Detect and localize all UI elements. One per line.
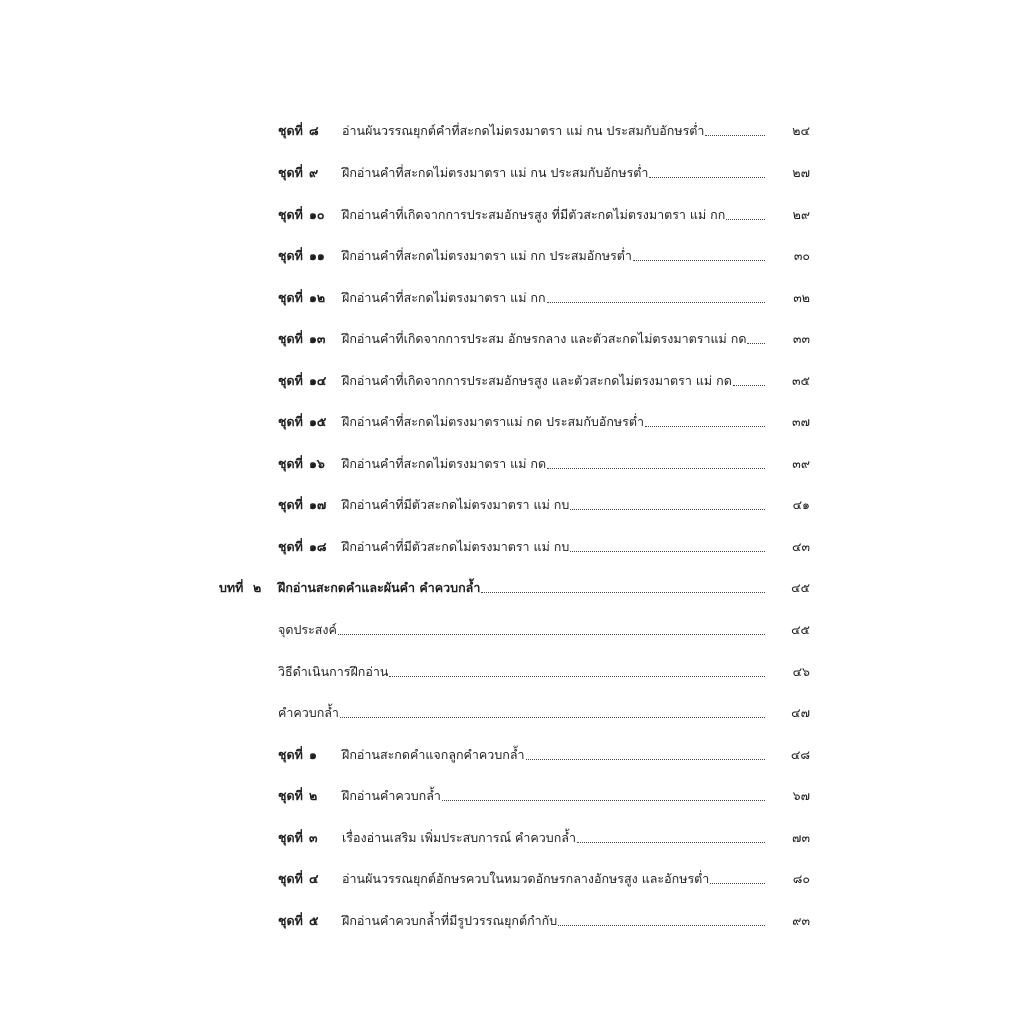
toc-row (278, 697, 810, 721)
dot-leader (570, 508, 765, 510)
dot-leader (526, 758, 766, 760)
dot-leader (547, 301, 765, 303)
page-number: ๘๐ (792, 871, 810, 886)
dot-leader (558, 924, 765, 926)
page-number: ๒๔ (792, 123, 810, 138)
toc-row (278, 240, 810, 264)
entry-title: ฝึกอ่านคำควบกล้ำ (342, 788, 441, 803)
dot-leader (547, 467, 765, 469)
entry-title: วิธีดำเนินการฝึกอ่าน (278, 664, 389, 679)
page-number: ๔๗ (791, 705, 810, 720)
set-number: ๑๘ (309, 539, 327, 554)
page-number: ๖๗ (792, 788, 810, 803)
set-number: ๑๒ (309, 290, 326, 305)
toc-row (278, 531, 810, 555)
set-number: ๑๔ (309, 373, 327, 388)
dot-leader (747, 342, 765, 344)
entry-title: ฝึกอ่านคำที่สะกดไม่ตรงมาตราแม่ กด ประสมกับอักษรต่ำ (342, 414, 645, 429)
dot-leader (340, 716, 765, 718)
page-number: ๓๓ (792, 331, 810, 346)
dot-leader (570, 550, 765, 552)
toc-row (278, 739, 810, 763)
entry-title: อ่านผันวรรณยุกต์อักษรควบในหมวดอักษรกลางอักษรสูง และอักษรต่ำ (342, 871, 710, 886)
toc-row (278, 905, 810, 929)
entry-title: ฝึกอ่านคำที่สะกดไม่ตรงมาตรา แม่ กน ประสมกับอักษรต่ำ (342, 165, 649, 180)
set-number: ๑๐ (309, 207, 325, 222)
set-number: ๑๗ (309, 497, 327, 512)
dot-leader (633, 259, 765, 261)
dot-leader (389, 675, 765, 677)
set-number: ๕ (309, 913, 319, 928)
page-number: ๔๖ (792, 664, 810, 679)
set-number: ๔ (309, 871, 319, 886)
entry-title: อ่านผันวรรณยุกต์คำที่สะกดไม่ตรงมาตรา แม่ กน ประสมกับอักษรต่ำ (342, 123, 705, 138)
toc-row (278, 115, 810, 139)
toc-row (278, 323, 810, 347)
page-number: ๓๐ (793, 248, 810, 263)
dot-leader (481, 591, 765, 593)
entry-title: เรื่องอ่านเสริม เพิ่มประสบการณ์ คำควบกล้ำ (342, 830, 576, 845)
toc-row (278, 365, 810, 389)
set-number: ๙ (309, 165, 319, 180)
dot-leader (442, 799, 765, 801)
set-label: ชุดที่ (278, 456, 303, 471)
dot-leader (645, 425, 765, 427)
set-number: ๑๓ (309, 331, 326, 346)
entry-title: ฝึกอ่านคำที่มีตัวสะกดไม่ตรงมาตรา แม่ กบ (342, 539, 570, 554)
toc-row (278, 489, 810, 513)
toc-row (278, 780, 810, 804)
entry-title: ฝึกอ่านคำควบกล้ำที่มีรูปวรรณยุกต์กำกับ (342, 913, 558, 928)
chapter-number: ๒ (253, 580, 262, 595)
set-number: ๒ (309, 788, 318, 803)
set-label: ชุดที่ (278, 539, 303, 554)
entry-title: ฝึกอ่านสะกดคำและผันคำ คำควบกล้ำ (278, 580, 481, 595)
page-number: ๓๕ (791, 373, 810, 388)
dot-leader (705, 134, 765, 136)
set-label: ชุดที่ (278, 497, 303, 512)
page-number: ๓๙ (792, 456, 810, 471)
page-number: ๓๗ (792, 414, 810, 429)
dot-leader (726, 218, 765, 220)
set-label: ชุดที่ (278, 830, 303, 845)
entry-title: จุดประสงค์ (278, 622, 337, 637)
toc-row (278, 614, 810, 638)
entry-title: ฝึกอ่านคำที่เกิดจากการประสมอักษรสูง ที่มีตัวสะกดไม่ตรงมาตรา แม่ กก (342, 207, 726, 222)
set-number: ๑ (309, 747, 317, 762)
toc-row (278, 822, 810, 846)
set-number: ๑๕ (309, 414, 327, 429)
set-label: ชุดที่ (278, 414, 303, 429)
entry-title: ฝึกอ่านคำที่สะกดไม่ตรงมาตรา แม่ กด (342, 456, 547, 471)
entry-title: ฝึกอ่านคำที่เกิดจากการประสม อักษรกลาง และตัวสะกดไม่ตรงมาตราแม่ กด (342, 331, 747, 346)
set-label: ชุดที่ (278, 165, 303, 180)
entry-title: คำควบกล้ำ (278, 705, 339, 720)
set-label: ชุดที่ (278, 788, 303, 803)
set-label: ชุดที่ (278, 123, 303, 138)
set-label: ชุดที่ (278, 747, 303, 762)
set-number: ๘ (309, 123, 319, 138)
page-number: ๔๕ (791, 580, 810, 595)
set-number: ๓ (309, 830, 318, 845)
set-label: ชุดที่ (278, 871, 303, 886)
set-label: ชุดที่ (278, 290, 303, 305)
set-label: ชุดที่ (278, 248, 303, 263)
set-label: ชุดที่ (278, 913, 303, 928)
page-number: ๙๓ (792, 913, 810, 928)
entry-title: ฝึกอ่านคำที่สะกดไม่ตรงมาตรา แม่ กก ประสมอักษรต่ำ (342, 248, 632, 263)
dot-leader (710, 882, 765, 884)
dot-leader (733, 384, 765, 386)
entry-title: ฝึกอ่านคำที่สะกดไม่ตรงมาตรา แม่ กก (342, 290, 546, 305)
page-number: ๔๑ (792, 497, 810, 512)
page-number: ๗๓ (792, 830, 810, 845)
toc-row (278, 282, 810, 306)
entry-title: ฝึกอ่านคำที่มีตัวสะกดไม่ตรงมาตรา แม่ กบ (342, 497, 570, 512)
page-number: ๒๗ (792, 165, 810, 180)
chapter-label: บทที่ (219, 580, 244, 595)
set-label: ชุดที่ (278, 331, 303, 346)
set-label: ชุดที่ (278, 373, 303, 388)
toc-row (278, 656, 810, 680)
toc-chapter-row (219, 572, 810, 596)
page-number: ๔๘ (790, 747, 810, 762)
page-number: ๔๕ (791, 622, 810, 637)
toc-row (278, 448, 810, 472)
toc-row (278, 863, 810, 887)
entry-title: ฝึกอ่านคำที่เกิดจากการประสมอักษรสูง และตัวสะกดไม่ตรงมาตรา แม่ กด (342, 373, 732, 388)
set-number: ๑๑ (309, 248, 325, 263)
page-number: ๓๒ (793, 290, 810, 305)
dot-leader (649, 176, 765, 178)
page-number: ๔๓ (791, 539, 810, 554)
entry-title: ฝึกอ่านสะกดคำแจกลูกคำควบกล้ำ (342, 747, 525, 762)
dot-leader (577, 841, 765, 843)
toc-row (278, 406, 810, 430)
set-label: ชุดที่ (278, 207, 303, 222)
toc-row (278, 199, 810, 223)
page-number: ๒๙ (792, 207, 810, 222)
dot-leader (338, 633, 765, 635)
toc-row (278, 157, 810, 181)
set-number: ๑๖ (309, 456, 325, 471)
